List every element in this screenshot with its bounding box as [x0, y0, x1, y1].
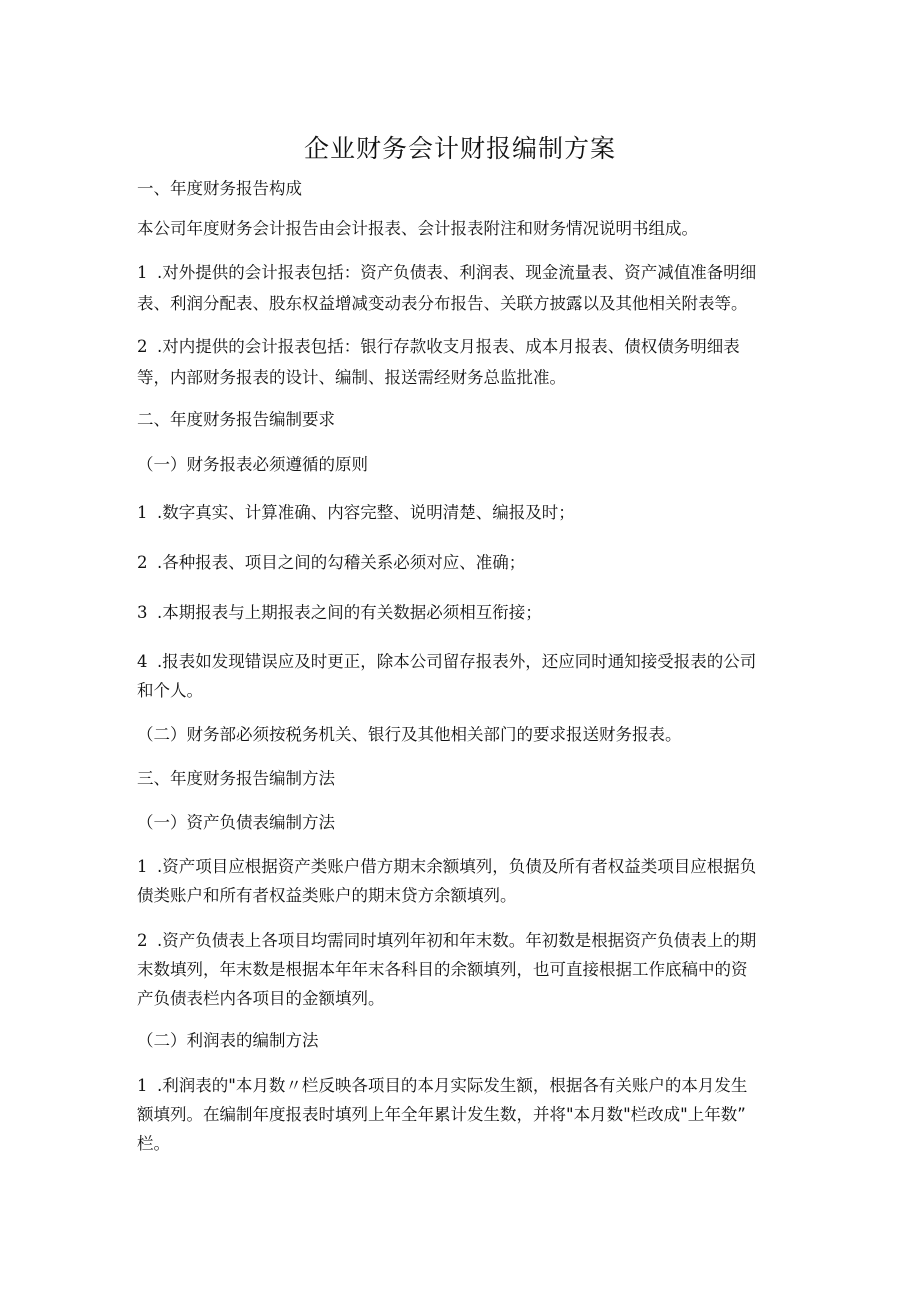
list-item-2-2	[137, 548, 787, 578]
item-number: 1	[137, 263, 148, 282]
item-text: .报表如发现错误应及时更正，除本公司留存报表外，还应同时通知接受报表的公司	[157, 652, 757, 671]
list-item-3-1-line2: 债类账户和所有者权益类账户的期末贷方余额填列。	[137, 886, 517, 905]
list-item-1-2-line1	[137, 332, 787, 362]
list-item-2-4-line1	[137, 647, 787, 677]
list-item-3-1-line1	[137, 852, 787, 882]
item-text: .资产项目应根据资产类账户借方期末余额填列，负债及所有者权益类项目应根据负	[157, 857, 757, 876]
list-item-2-1	[137, 498, 787, 528]
item-text: .对外提供的会计报表包括：资产负债表、利润表、现金流量表、资产减值准备明细	[157, 263, 757, 282]
list-item-3-2-line2: 末数填列，年末数是根据本年年末各科目的余额填列，也可直接根据工作底稿中的资	[137, 960, 748, 979]
subsection-heading-2-1: （一）财务报表必须遵循的原则	[137, 455, 368, 474]
list-item-3-2-line1	[137, 926, 787, 956]
list-item-1-2-line2: 等，内部财务报表的设计、编制、报送需经财务总监批准。	[137, 368, 566, 387]
item-number: 1	[137, 503, 148, 522]
item-text: .利润表的"本月数〃栏反映各项目的本月实际发生额，根据各有关账户的本月发生	[157, 1076, 748, 1095]
item-text: .本期报表与上期报表之间的有关数据必须相互衔接；	[157, 603, 542, 622]
list-item-1-1-line2: 表、利润分配表、股东权益增减变动表分布报告、关联方披露以及其他相关附表等。	[137, 294, 748, 313]
item-number: 1	[137, 857, 148, 876]
list-item-1-1-line1	[137, 258, 787, 288]
subsection-heading-2-2: （二）财务部必须按税务机关、银行及其他相关部门的要求报送财务报表。	[137, 725, 682, 744]
subsection-heading-3-1: （一）资产负债表编制方法	[137, 813, 335, 832]
list-item-3-3-line3: 栏。	[137, 1134, 170, 1153]
item-text: .各种报表、项目之间的勾稽关系必须对应、准确；	[157, 553, 526, 572]
list-item-3-3-line1	[137, 1071, 787, 1101]
item-text: .对内提供的会计报表包括：银行存款收支月报表、成本月报表、债权债务明细表	[157, 337, 740, 356]
item-number: 2	[137, 337, 148, 356]
list-item-3-2-line3: 产负债表栏内各项目的金额填列。	[137, 989, 385, 1008]
section-heading-2: 二、年度财务报告编制要求	[137, 410, 335, 429]
document-title: 企业财务会计财报编制方案	[303, 134, 616, 163]
list-item-2-4-line2: 和个人。	[137, 681, 203, 700]
list-item-2-3	[137, 598, 787, 628]
subsection-heading-3-2: （二）利润表的编制方法	[137, 1031, 319, 1050]
item-number: 2	[137, 931, 148, 950]
item-number: 4	[137, 652, 148, 671]
list-item-3-3-line2: 额填列。在编制年度报表时填列上年全年累计发生数，并将"本月数"栏改成"上年数”	[137, 1105, 746, 1124]
item-number: 1	[137, 1076, 148, 1095]
intro-paragraph: 本公司年度财务会计报告由会计报表、会计报表附注和财务情况说明书组成。	[137, 219, 698, 238]
section-heading-3: 三、年度财务报告编制方法	[137, 769, 335, 788]
item-number: 3	[137, 603, 148, 622]
item-number: 2	[137, 553, 148, 572]
item-text: .资产负债表上各项目均需同时填列年初和年末数。年初数是根据资产负债表上的期	[157, 931, 757, 950]
section-heading-1: 一、年度财务报告构成	[137, 179, 302, 198]
item-text: .数字真实、计算准确、内容完整、说明清楚、编报及时；	[157, 503, 575, 522]
